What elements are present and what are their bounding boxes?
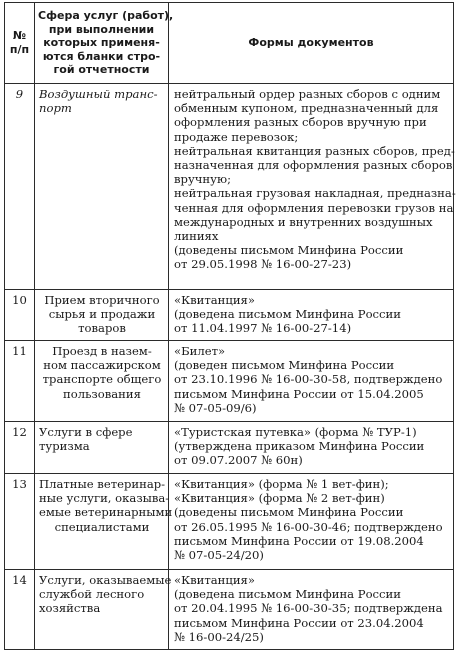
service-line: сырья и продажи (48, 307, 156, 322)
forms-line: № 16-00-24/25) (174, 629, 264, 644)
forms-line: от 20.04.1995 № 16-00-30-35; подтверждена (174, 601, 443, 616)
service-line: емые ветеринарными (39, 505, 173, 520)
service-line: Воздушный транс- (39, 87, 158, 101)
forms-cell (169, 290, 454, 341)
service-cell (35, 290, 169, 341)
header-sphere-cell (35, 3, 174, 84)
service-line: Проезд в назем- (52, 344, 152, 358)
forms-line: нейтральный ордер разных сборов с одним (174, 87, 441, 101)
header-sphere-line: которых применя- (43, 36, 160, 50)
forms-line: «Квитанция» (форма № 2 вет-фин) (174, 491, 385, 506)
table-row (5, 474, 454, 570)
service-line: службой лесного (39, 587, 145, 602)
strict-reporting-forms-table (4, 2, 454, 650)
forms-line: «Квитанция» (174, 573, 255, 587)
table-header-row (5, 3, 454, 84)
service-line: хозяйства (39, 601, 101, 616)
forms-line: (доведены письмом Минфина России (174, 243, 404, 258)
forms-line: письмом Минфина России от 23.04.2004 (174, 615, 424, 630)
service-line: специалистами (54, 519, 150, 534)
forms-line: № 07-05-09/6) (174, 400, 257, 415)
header-num-cell (5, 3, 35, 84)
table-row (5, 422, 454, 474)
forms-line: от 23.10.1996 № 16-00-30-58, подтверждено (174, 372, 443, 387)
service-line: Прием вторичного (44, 293, 160, 307)
row-number: 10 (5, 290, 35, 341)
forms-line: (доведен письмом Минфина России (174, 358, 395, 373)
forms-line: нейтральная квитанция разных сборов, пред- (174, 143, 455, 158)
forms-line: (доведена письмом Минфина России (174, 587, 401, 602)
service-line: туризма (39, 439, 90, 454)
table-row (5, 341, 454, 422)
service-cell (35, 474, 173, 570)
forms-line: от 09.07.2007 № 60н) (174, 453, 303, 468)
service-line: Платные ветеринар- (39, 477, 166, 491)
service-cell (35, 422, 169, 474)
table-row (5, 570, 454, 650)
header-num-line: № (12, 29, 27, 43)
forms-line: (доведена письмом Минфина России (174, 307, 401, 322)
row-number: 14 (5, 570, 35, 650)
service-line: ном пассажирском (43, 358, 161, 373)
forms-line: назначенная для оформления разных сборов (174, 158, 453, 173)
service-line: пользования (63, 386, 141, 401)
header-num-line: п/п (9, 43, 30, 56)
table-row (5, 84, 454, 290)
forms-line: письмом Минфина России от 15.04.2005 (174, 386, 424, 401)
forms-line: международных и внутренних воздушных (174, 214, 433, 229)
forms-cell (169, 474, 454, 570)
forms-cell (169, 422, 454, 474)
header-sphere-line: Сфера услуг (работ), (38, 9, 174, 23)
forms-line: «Туристская путевка» (форма № ТУР-1) (174, 425, 417, 439)
table-row (5, 290, 454, 341)
service-line: порт (39, 101, 72, 116)
forms-line: оформления разных сборов вручную при (174, 115, 427, 130)
forms-line: продаже перевозок; (174, 129, 299, 144)
service-line: Услуги в сфере (39, 425, 133, 439)
service-line: транспорте общего (42, 372, 162, 387)
header-forms-cell: Формы документов (169, 3, 454, 84)
row-number: 9 (5, 84, 35, 290)
forms-cell (169, 84, 454, 290)
forms-line: нейтральная грузовая накладная, предназна- (174, 186, 456, 201)
forms-line: ченная для оформления перевозки грузов на (174, 200, 454, 215)
service-line: товаров (78, 321, 126, 336)
header-sphere-line: при выполнении (48, 22, 155, 36)
row-number: 11 (5, 341, 35, 422)
forms-line: обменным купоном, предназначенный для (174, 101, 439, 116)
forms-line: «Квитанция» (форма № 1 вет-фин); (174, 477, 389, 491)
forms-line: «Билет» (174, 344, 226, 358)
service-cell (35, 570, 172, 650)
forms-line: № 07-05-24/20) (174, 548, 264, 563)
forms-line: вручную; (174, 172, 231, 187)
forms-line: (доведены письмом Минфина России (174, 505, 404, 520)
forms-cell (169, 570, 454, 650)
forms-line: от 11.04.1997 № 16-00-27-14) (174, 321, 352, 336)
row-number: 12 (5, 422, 35, 474)
service-cell (35, 341, 169, 422)
forms-line: линиях (174, 229, 219, 244)
service-line: Услуги, оказываемые (39, 573, 172, 587)
forms-line: (утверждена приказом Минфина России (174, 439, 425, 454)
header-sphere-line: гой отчетности (53, 63, 150, 77)
forms-line: от 26.05.1995 № 16-00-30-46; подтверждено (174, 519, 443, 534)
forms-line: письмом Минфина России от 19.08.2004 (174, 533, 424, 548)
forms-line: «Квитанция» (174, 293, 255, 307)
service-line: ные услуги, оказыва- (39, 491, 170, 506)
header-sphere-line: ются бланки стро- (42, 49, 161, 63)
service-cell (35, 84, 169, 290)
forms-cell (169, 341, 454, 422)
forms-line: от 29.05.1998 № 16-00-27-23) (174, 257, 352, 272)
row-number: 13 (5, 474, 35, 570)
